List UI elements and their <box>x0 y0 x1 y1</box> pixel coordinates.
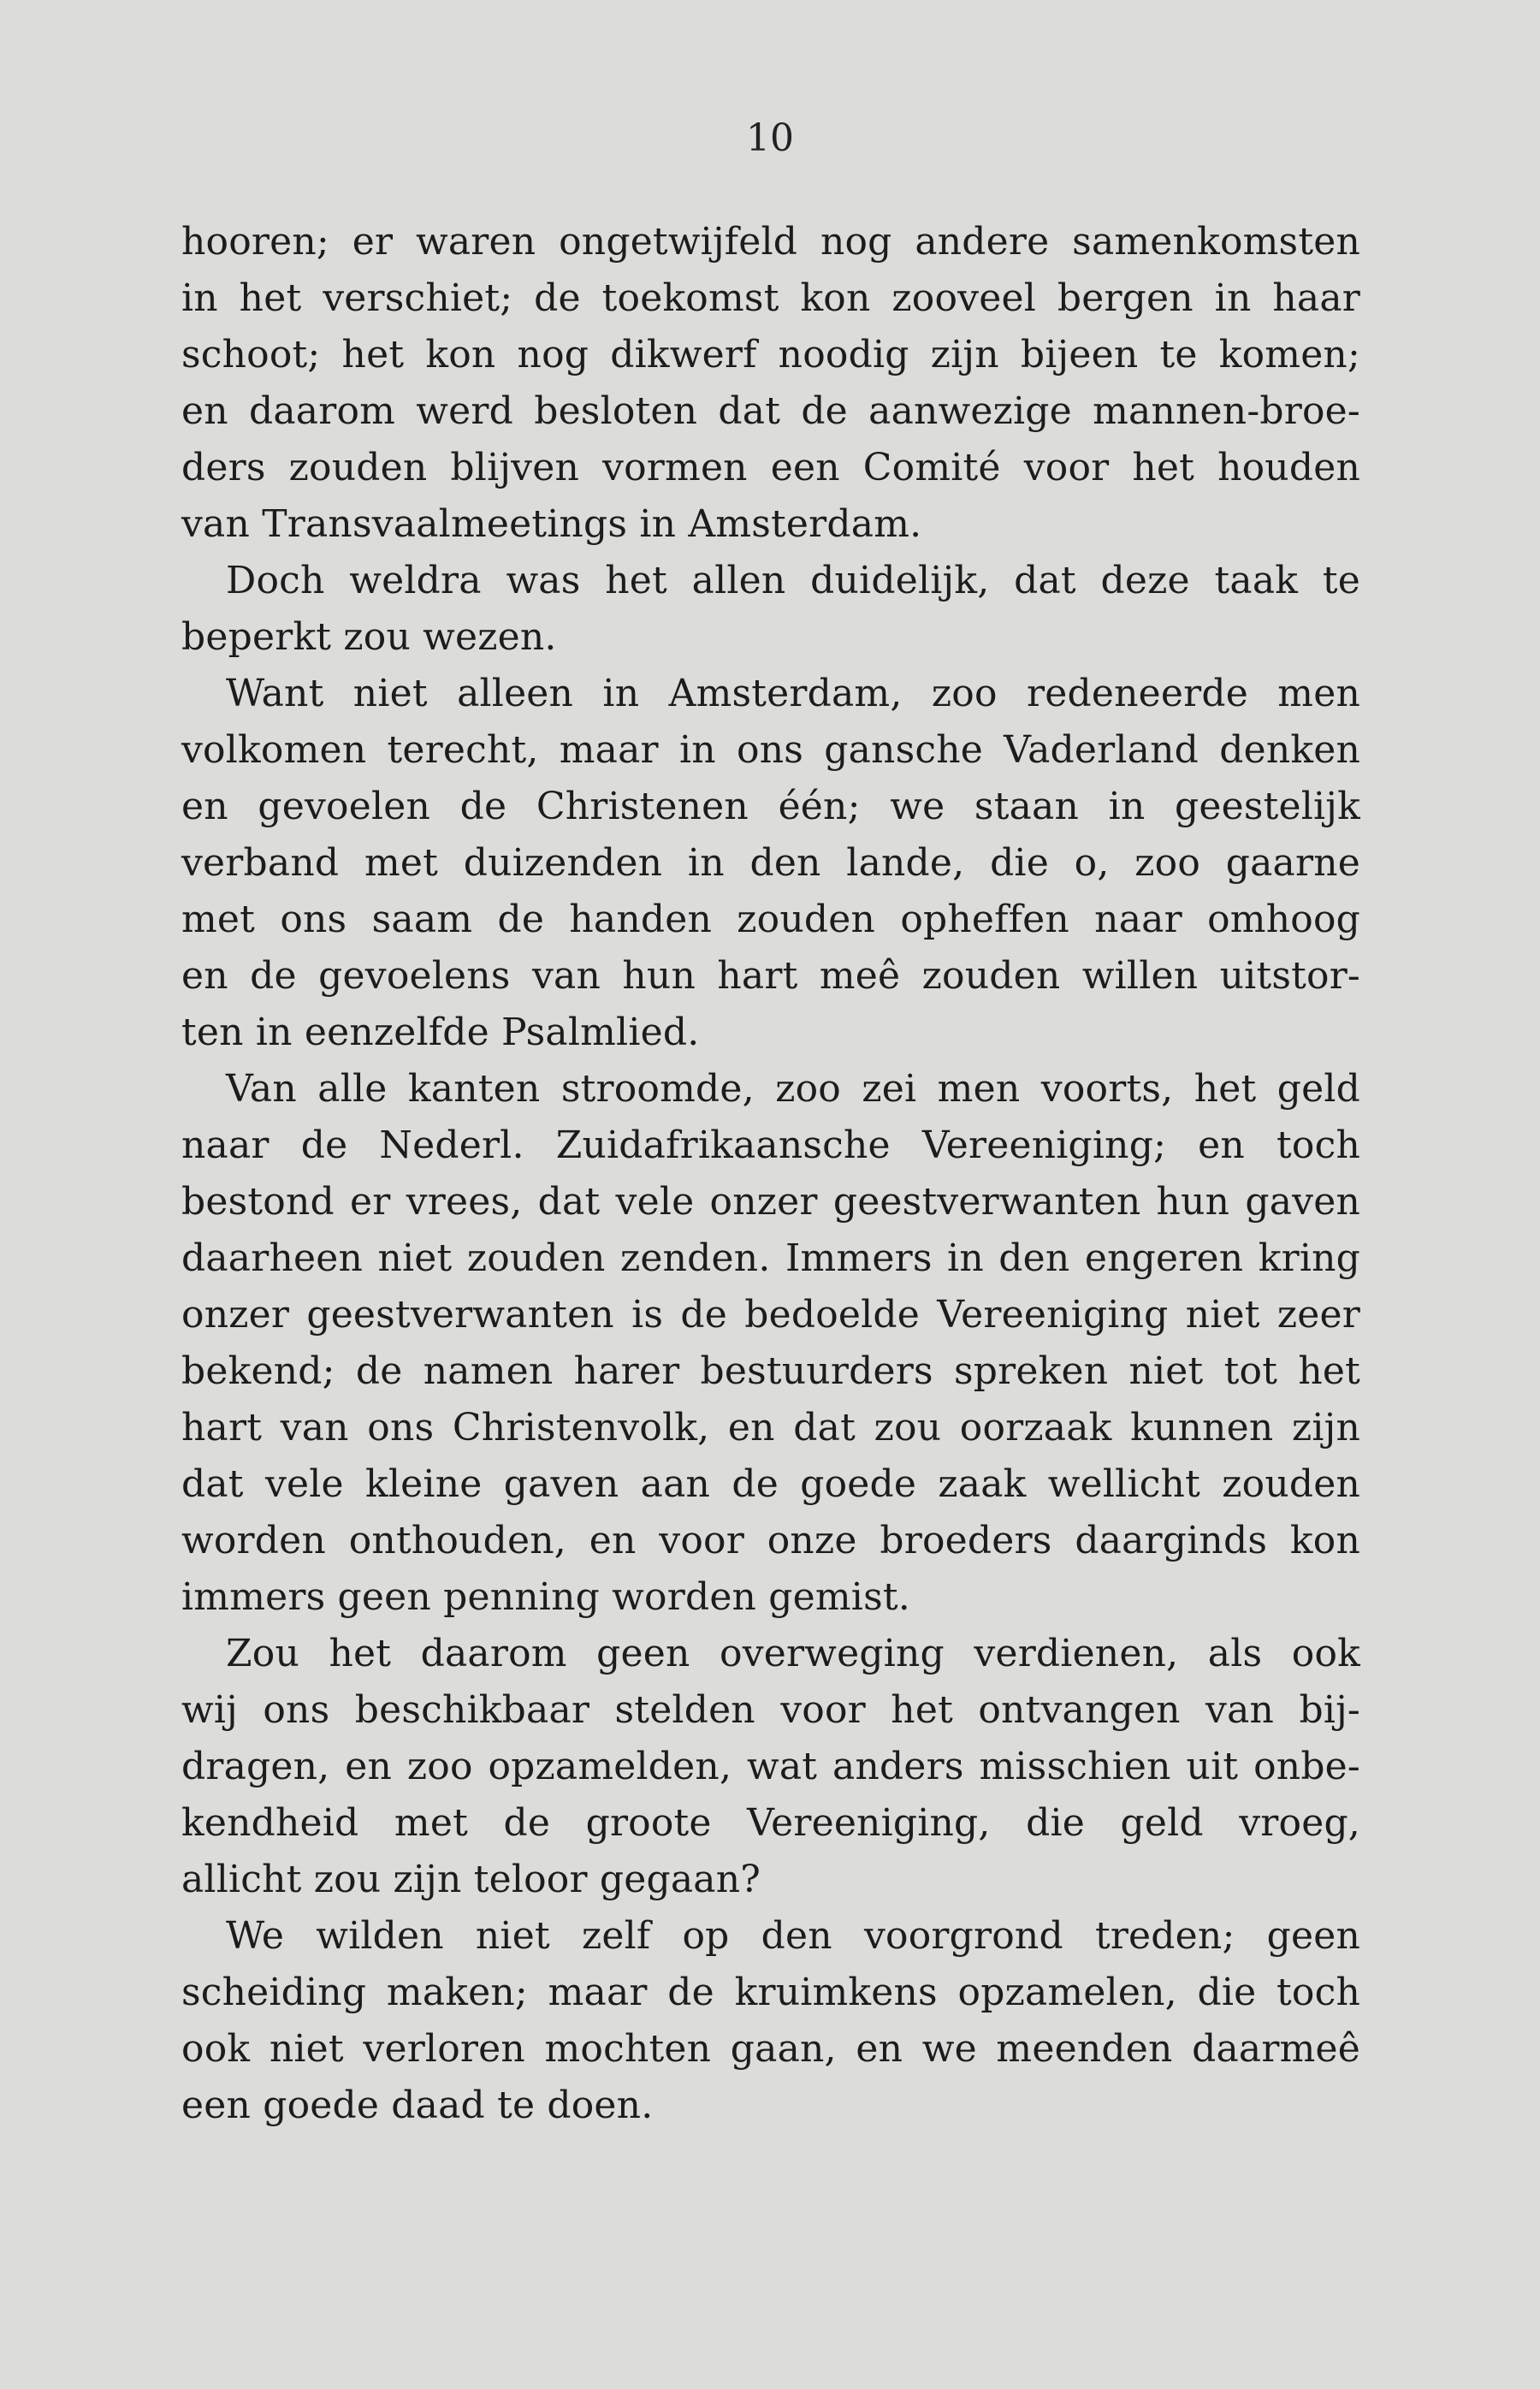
text-line: hart van ons Christenvolk, en dat zou oorzaak kunnen zijn <box>181 1406 1360 1449</box>
page-number: 10 <box>746 116 794 160</box>
text-line: ook niet verloren mochten gaan, en we meenden daarmeê <box>181 2027 1360 2071</box>
text-line: en de gevoelens van hun hart meê zouden willen uitstor- <box>181 954 1360 998</box>
text-line: Want niet alleen in Amsterdam, zoo redeneerde men <box>226 672 1360 715</box>
text-line: hooren; er waren ongetwijfeld nog andere samenkomsten <box>181 220 1360 264</box>
text-line: dat vele kleine gaven aan de goede zaak wellicht zouden <box>181 1462 1360 1506</box>
text-line: dragen, en zoo opzamelden, wat anders misschien uit onbe- <box>181 1745 1360 1788</box>
text-line: worden onthouden, en voor onze broeders daarginds kon <box>181 1519 1360 1562</box>
text-line: scheiding maken; maar de kruimkens opzamelen, die toch <box>181 1971 1360 2014</box>
text-line: volkomen terecht, maar in ons gansche Vaderland denken <box>181 728 1360 772</box>
text-line: en gevoelen de Christenen één; we staan in geestelijk <box>181 785 1360 828</box>
text-line: beperkt zou wezen. <box>181 615 557 659</box>
text-line: kendheid met de groote Vereeniging, die geld vroeg, <box>181 1801 1360 1845</box>
text-line: verband met duizenden in den lande, die o, zoo gaarne <box>181 841 1360 885</box>
text-line: immers geen penning worden gemist. <box>181 1575 910 1619</box>
text-line: schoot; het kon nog dikwerf noodig zijn bijeen te komen; <box>181 333 1360 376</box>
text-line: bekend; de namen harer bestuurders spreken niet tot het <box>181 1349 1360 1393</box>
text-line: daarheen niet zouden zenden. Immers in den engeren kring <box>181 1236 1360 1280</box>
text-line: Van alle kanten stroomde, zoo zei men voorts, het geld <box>226 1067 1360 1111</box>
text-line: in het verschiet; de toekomst kon zooveel bergen in haar <box>181 276 1360 320</box>
body-text <box>181 214 1360 2134</box>
text-line: naar de Nederl. Zuidafrikaansche Vereeniging; en toch <box>181 1123 1360 1167</box>
text-line: bestond er vrees, dat vele onzer geestverwanten hun gaven <box>181 1180 1360 1224</box>
text-line: met ons saam de handen zouden opheffen naar omhoog <box>181 898 1360 941</box>
text-line: ders zouden blijven vormen een Comité voor het houden <box>181 446 1360 489</box>
text-line: wij ons beschikbaar stelden voor het ontvangen van bij- <box>181 1688 1360 1732</box>
text-line: We wilden niet zelf op den voorgrond treden; geen <box>226 1914 1360 1958</box>
text-line: onzer geestverwanten is de bedoelde Vereeniging niet zeer <box>181 1293 1360 1337</box>
text-line: en daarom werd besloten dat de aanwezige mannen-broe- <box>181 389 1360 433</box>
text-line: ten in eenzelfde Psalmlied. <box>181 1011 700 1054</box>
text-line: Doch weldra was het allen duidelijk, dat deze taak te <box>226 559 1360 602</box>
text-line: van Transvaalmeetings in Amsterdam. <box>181 502 922 546</box>
text-line: Zou het daarom geen overweging verdienen, als ook <box>226 1632 1360 1675</box>
text-line: allicht zou zijn teloor gegaan? <box>181 1858 761 1901</box>
text-line: een goede daad te doen. <box>181 2084 654 2127</box>
